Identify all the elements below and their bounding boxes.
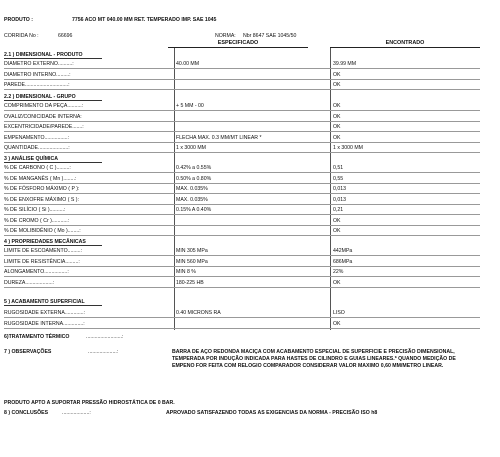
row-encontrado: 0,55 xyxy=(333,175,344,182)
section-title-mecanicas: 4 ) PROPRIEDADES MECÂNICAS xyxy=(4,239,86,245)
row-divider xyxy=(4,276,480,277)
row-label: % DE FÓSFORO MÁXIMO ( P ): xyxy=(4,186,80,192)
row-divider xyxy=(4,110,480,111)
column-divider xyxy=(330,48,331,330)
observacoes-line-1: BARRA DE AÇO REDONDA MACIÇA COM ACABAMENTO ESPECIAL DE SUPERFICIE E PRECISÃO DIMENSIONAL, xyxy=(172,349,455,355)
row-encontrado: 22% xyxy=(333,269,344,275)
conclusoes-text: APROVADO SATISFAZENDO TODAS AS EXIGENCIAS DA NORMA - PRECISÃO ISO h8 xyxy=(166,410,378,416)
row-divider xyxy=(4,152,480,153)
row-especificado: + 5 MM - 00 xyxy=(176,103,204,109)
product-value: 7756 ACO MT 040.00 MM RET. TEMPERADO IMP. SAE 1045 xyxy=(72,17,217,23)
row-divider xyxy=(4,142,480,143)
section-title-observacoes: 7 ) OBSERVAÇÕES xyxy=(4,349,52,355)
row-encontrado: OK xyxy=(333,103,341,109)
row-especificado: 0.50% a 0.80% xyxy=(176,175,212,182)
row-especificado: MAX. 0.035% xyxy=(176,196,208,203)
row-especificado: 40.00 MM xyxy=(176,61,200,67)
row-divider xyxy=(4,193,480,194)
section-title-conclusoes: 8 ) CONCLUSÕES xyxy=(4,410,49,416)
row-label: EXCENTRICIDADE/PAREDE.......: xyxy=(4,124,84,130)
section-title-dim-grupo: 2.2 ) DIMENSIONAL - GRUPO xyxy=(4,94,76,100)
row-divider xyxy=(4,121,480,122)
row-label: EMPENAMENTO................: xyxy=(4,134,70,141)
row-especificado: 180-225 HB xyxy=(176,279,204,286)
row-especificado: 0.42% a 0.55% xyxy=(176,165,212,171)
row-label: % DE ENXOFRE MÁXIMO ( S ): xyxy=(4,196,79,203)
row-label: ALONGAMENTO................: xyxy=(4,269,69,275)
row-encontrado: LISO xyxy=(333,310,345,316)
row-divider xyxy=(4,131,480,132)
row-divider xyxy=(4,204,480,205)
row-label: OVALIZ/CONICIDADE INTERNA: xyxy=(4,113,82,120)
row-encontrado: OK xyxy=(333,228,341,234)
row-encontrado: 1 x 3000 MM xyxy=(333,145,363,151)
row-label: RUGOSIDADE EXTERNA.............: xyxy=(4,310,85,316)
observacoes-dots: ....................: xyxy=(88,349,119,355)
row-especificado: MAX. 0.035% xyxy=(176,186,208,192)
section-underline xyxy=(4,58,102,59)
row-label: DIAMETRO INTERNO.........: xyxy=(4,71,71,78)
row-encontrado: 0,013 xyxy=(333,196,346,203)
row-encontrado: OK xyxy=(333,320,341,327)
pressao-statement: PRODUTO APTO A SUPORTAR PRESSÃO HIDROSTÁTICA DE 0 BAR. xyxy=(4,400,175,406)
row-divider xyxy=(4,266,480,267)
column-header-especificado: ESPECIFICADO xyxy=(168,40,308,48)
observacoes-line-2: TEMPERADA POR INDUÇÃO INDICADA PARA HASTES DE CILINDRO E GUIAS LINEARES.* QUANDO MEDIÇÃO DE xyxy=(172,356,456,362)
row-label: % DE CROMO ( Cr )...........: xyxy=(4,217,70,224)
section-title-tratamento: 6)TRATAMENTO TÉRMICO xyxy=(4,334,70,340)
row-label: QUANTIDADE.....................: xyxy=(4,145,70,151)
row-label: % DE SILÍCIO ( Si )..........: xyxy=(4,207,66,213)
row-especificado: MIN 8 % xyxy=(176,269,196,275)
row-especificado: MIN 560 MPa xyxy=(176,258,208,265)
row-especificado: 0.15% A 0.40% xyxy=(176,207,212,213)
row-divider xyxy=(4,255,480,256)
row-especificado: MIN 305 MPa xyxy=(176,248,208,254)
row-divider xyxy=(4,89,480,90)
row-encontrado: OK xyxy=(333,124,341,130)
row-encontrado: OK xyxy=(333,279,341,286)
row-encontrado: 0,013 xyxy=(333,186,346,192)
row-encontrado: OK xyxy=(333,113,341,120)
section-underline xyxy=(4,162,102,163)
row-label: DIAMETRO EXTERNO..........: xyxy=(4,61,74,67)
conclusoes-dots: ...................: xyxy=(62,410,91,416)
row-divider xyxy=(4,328,480,329)
row-divider xyxy=(4,183,480,184)
row-divider xyxy=(4,172,480,173)
column-divider xyxy=(174,48,175,330)
section-title-dim-produto: 2.1 ) DIMENSIONAL - PRODUTO xyxy=(4,52,83,58)
section-title-quimica: 3 ) ANÁLISE QUÍMICA xyxy=(4,156,58,162)
tratamento-dots: .........................: xyxy=(86,334,124,340)
row-encontrado: OK xyxy=(333,82,341,88)
observacoes-line-3: EMPENO FOR FEITA COM RELOGIO COMPARADOR CONSIDERAR VALOR MAXIMO 0,60 MM/METRO LINEAR. xyxy=(172,363,444,369)
row-divider xyxy=(4,235,480,236)
row-encontrado: 442MPa xyxy=(333,248,353,254)
row-label: % DE MOLIBIDÊNIO ( Mo )........: xyxy=(4,228,81,234)
corrida-value: 66696 xyxy=(58,33,73,39)
column-header-encontrado: ENCONTRADO xyxy=(330,40,480,48)
row-label: LIMITE DE RESISTÊNCIA.........: xyxy=(4,258,80,265)
row-encontrado: 686MPa xyxy=(333,258,353,265)
row-divider xyxy=(4,225,480,226)
row-label: DUREZA...................: xyxy=(4,279,55,286)
row-label: % DE MANGANÊS ( Mn )........: xyxy=(4,175,77,182)
row-label: % DE CARBONO ( C ).........: xyxy=(4,165,71,171)
row-especificado: 1 x 3000 MM xyxy=(176,145,206,151)
row-label: LIMITE DE ESCOAMENTO.........: xyxy=(4,248,83,254)
row-encontrado: 0,51 xyxy=(333,165,344,171)
row-label: PAREDE..............................: xyxy=(4,82,70,88)
row-divider xyxy=(4,68,480,69)
row-encontrado: 39.99 MM xyxy=(333,61,357,67)
row-label: RUGOSIDADE INTERNA..............: xyxy=(4,320,85,327)
row-encontrado: OK xyxy=(333,217,341,224)
row-encontrado: 0,21 xyxy=(333,207,344,213)
row-especificado: 0.40 MICRONS RA xyxy=(176,310,221,316)
section-underline xyxy=(4,100,102,101)
norma-value: Nbr 8647 SAE 1045/50 xyxy=(243,33,297,39)
section-title-acabamento: 5 ) ACABAMENTO SUPERFICIAL xyxy=(4,299,85,305)
corrida-label: CORRIDA No : xyxy=(4,33,39,39)
row-label: COMPRIMENTO DA PEÇA..........: xyxy=(4,103,84,109)
row-divider xyxy=(4,287,480,288)
row-especificado: FLECHA MAX. 0.3 MM/MT LINEAR * xyxy=(176,134,262,141)
product-label: PRODUTO : xyxy=(4,17,34,23)
row-encontrado: OK xyxy=(333,134,341,141)
section-underline xyxy=(4,305,102,306)
norma-label: NORMA: xyxy=(215,33,236,39)
section-underline xyxy=(4,245,102,246)
row-divider xyxy=(4,79,480,80)
row-encontrado: OK xyxy=(333,71,341,78)
row-divider xyxy=(4,317,480,318)
row-divider xyxy=(4,214,480,215)
